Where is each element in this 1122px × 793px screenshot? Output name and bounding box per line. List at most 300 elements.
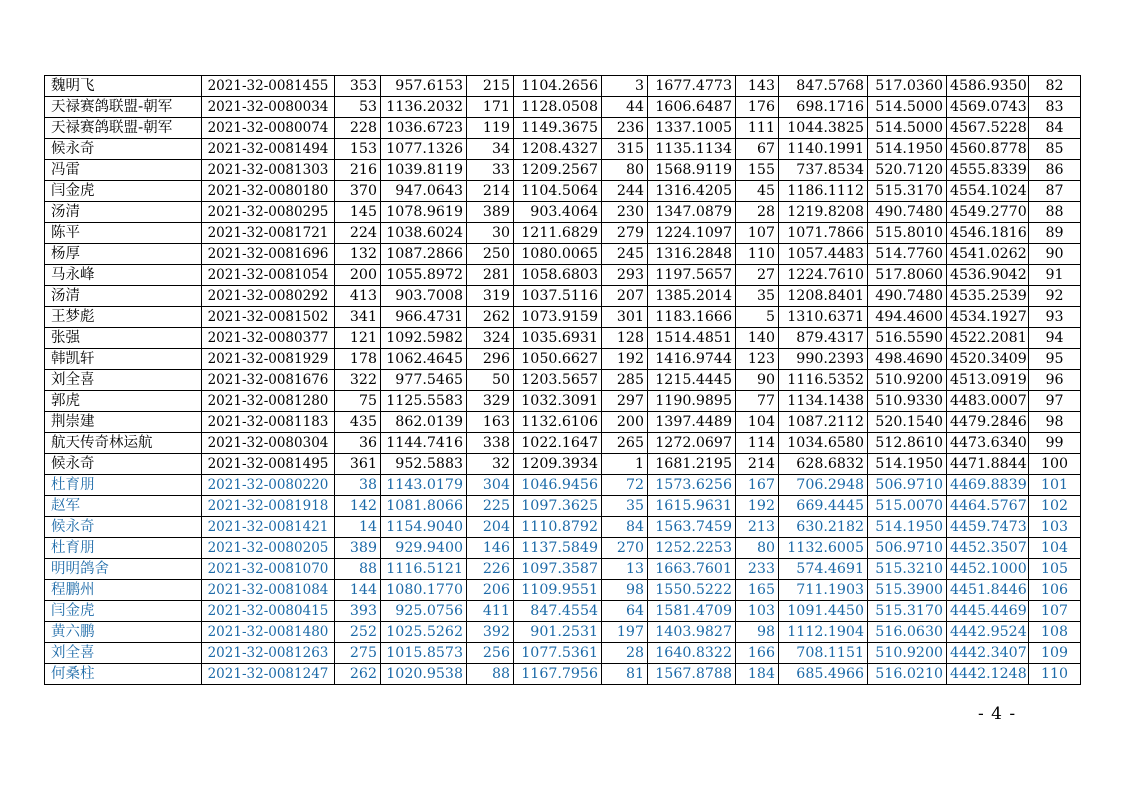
cell-ring-number: 2021-32-0081929 xyxy=(202,349,335,370)
cell-stage3-rank: 200 xyxy=(602,412,648,433)
cell-speed: 514.5000 xyxy=(868,97,947,118)
cell-stage2-score: 1097.3625 xyxy=(514,496,602,517)
cell-ring-number: 2021-32-0081247 xyxy=(202,664,335,685)
cell-name: 杨厚 xyxy=(45,244,202,265)
cell-stage2-rank: 296 xyxy=(467,349,514,370)
cell-ring-number: 2021-32-0080205 xyxy=(202,538,335,559)
cell-stage4-rank: 143 xyxy=(736,76,779,97)
cell-stage1-rank: 178 xyxy=(335,349,381,370)
cell-stage2-rank: 256 xyxy=(467,643,514,664)
cell-stage4-score: 1087.2112 xyxy=(779,412,868,433)
cell-total-score: 4464.5767 xyxy=(947,496,1029,517)
table-row xyxy=(45,244,1081,265)
cell-stage1-rank: 393 xyxy=(335,601,381,622)
cell-name: 候永奇 xyxy=(45,517,202,538)
cell-speed: 520.1540 xyxy=(868,412,947,433)
cell-name: 天禄赛鸽联盟-朝军 xyxy=(45,97,202,118)
cell-stage3-score: 1615.9631 xyxy=(648,496,736,517)
cell-stage1-rank: 275 xyxy=(335,643,381,664)
cell-stage1-score: 1125.5583 xyxy=(381,391,467,412)
cell-stage2-score: 1209.3934 xyxy=(514,454,602,475)
cell-stage3-rank: 80 xyxy=(602,160,648,181)
table-row xyxy=(45,601,1081,622)
cell-final-rank: 93 xyxy=(1029,307,1081,328)
table-row xyxy=(45,370,1081,391)
cell-final-rank: 99 xyxy=(1029,433,1081,454)
table-row xyxy=(45,412,1081,433)
cell-speed: 514.1950 xyxy=(868,454,947,475)
cell-stage3-rank: 297 xyxy=(602,391,648,412)
cell-stage2-rank: 32 xyxy=(467,454,514,475)
cell-final-rank: 92 xyxy=(1029,286,1081,307)
cell-final-rank: 90 xyxy=(1029,244,1081,265)
cell-final-rank: 91 xyxy=(1029,265,1081,286)
cell-stage2-rank: 30 xyxy=(467,223,514,244)
cell-ring-number: 2021-32-0081421 xyxy=(202,517,335,538)
cell-stage1-rank: 145 xyxy=(335,202,381,223)
cell-stage3-rank: 98 xyxy=(602,580,648,601)
cell-stage2-score: 1208.4327 xyxy=(514,139,602,160)
table-row xyxy=(45,202,1081,223)
cell-stage2-rank: 206 xyxy=(467,580,514,601)
cell-final-rank: 105 xyxy=(1029,559,1081,580)
cell-stage3-score: 1581.4709 xyxy=(648,601,736,622)
cell-final-rank: 82 xyxy=(1029,76,1081,97)
cell-stage1-rank: 75 xyxy=(335,391,381,412)
cell-final-rank: 87 xyxy=(1029,181,1081,202)
cell-name: 赵军 xyxy=(45,496,202,517)
cell-stage1-score: 1144.7416 xyxy=(381,433,467,454)
cell-stage2-rank: 50 xyxy=(467,370,514,391)
cell-stage4-rank: 155 xyxy=(736,160,779,181)
cell-stage4-score: 737.8534 xyxy=(779,160,868,181)
cell-name: 候永奇 xyxy=(45,139,202,160)
cell-total-score: 4536.9042 xyxy=(947,265,1029,286)
cell-stage4-rank: 114 xyxy=(736,433,779,454)
cell-ring-number: 2021-32-0081721 xyxy=(202,223,335,244)
cell-stage3-score: 1573.6256 xyxy=(648,475,736,496)
cell-stage3-rank: 192 xyxy=(602,349,648,370)
cell-ring-number: 2021-32-0080034 xyxy=(202,97,335,118)
cell-ring-number: 2021-32-0081084 xyxy=(202,580,335,601)
cell-stage1-score: 1087.2866 xyxy=(381,244,467,265)
cell-stage4-score: 1134.1438 xyxy=(779,391,868,412)
cell-stage2-score: 1037.5116 xyxy=(514,286,602,307)
cell-stage4-rank: 67 xyxy=(736,139,779,160)
cell-stage3-rank: 293 xyxy=(602,265,648,286)
cell-stage3-rank: 1 xyxy=(602,454,648,475)
cell-stage3-rank: 84 xyxy=(602,517,648,538)
table-row xyxy=(45,580,1081,601)
cell-stage4-score: 1044.3825 xyxy=(779,118,868,139)
cell-final-rank: 100 xyxy=(1029,454,1081,475)
cell-stage3-rank: 244 xyxy=(602,181,648,202)
cell-stage1-score: 1039.8119 xyxy=(381,160,467,181)
cell-stage3-rank: 279 xyxy=(602,223,648,244)
cell-name: 韩凯轩 xyxy=(45,349,202,370)
cell-stage2-score: 1211.6829 xyxy=(514,223,602,244)
cell-ring-number: 2021-32-0081455 xyxy=(202,76,335,97)
cell-stage2-rank: 204 xyxy=(467,517,514,538)
table-row xyxy=(45,223,1081,244)
table-row xyxy=(45,475,1081,496)
cell-speed: 506.9710 xyxy=(868,538,947,559)
table-row xyxy=(45,559,1081,580)
cell-stage1-rank: 53 xyxy=(335,97,381,118)
cell-stage1-score: 1038.6024 xyxy=(381,223,467,244)
cell-speed: 490.7480 xyxy=(868,202,947,223)
cell-stage1-score: 1055.8972 xyxy=(381,265,467,286)
cell-ring-number: 2021-32-0081070 xyxy=(202,559,335,580)
cell-name: 闫金虎 xyxy=(45,601,202,622)
cell-speed: 517.8060 xyxy=(868,265,947,286)
cell-ring-number: 2021-32-0081280 xyxy=(202,391,335,412)
cell-stage3-score: 1567.8788 xyxy=(648,664,736,685)
cell-stage4-score: 698.1716 xyxy=(779,97,868,118)
cell-stage1-rank: 200 xyxy=(335,265,381,286)
cell-stage1-score: 1025.5262 xyxy=(381,622,467,643)
cell-name: 张强 xyxy=(45,328,202,349)
cell-total-score: 4569.0743 xyxy=(947,97,1029,118)
table-row xyxy=(45,496,1081,517)
cell-total-score: 4586.9350 xyxy=(947,76,1029,97)
cell-speed: 514.7760 xyxy=(868,244,947,265)
cell-stage3-rank: 44 xyxy=(602,97,648,118)
cell-stage4-rank: 107 xyxy=(736,223,779,244)
cell-name: 马永峰 xyxy=(45,265,202,286)
cell-stage2-score: 1149.3675 xyxy=(514,118,602,139)
cell-stage2-score: 903.4064 xyxy=(514,202,602,223)
cell-stage3-score: 1397.4489 xyxy=(648,412,736,433)
cell-speed: 515.3210 xyxy=(868,559,947,580)
cell-final-rank: 103 xyxy=(1029,517,1081,538)
cell-stage4-rank: 123 xyxy=(736,349,779,370)
cell-final-rank: 86 xyxy=(1029,160,1081,181)
cell-stage3-score: 1135.1134 xyxy=(648,139,736,160)
cell-stage3-rank: 236 xyxy=(602,118,648,139)
cell-speed: 514.1950 xyxy=(868,139,947,160)
cell-stage4-rank: 104 xyxy=(736,412,779,433)
cell-stage3-score: 1403.9827 xyxy=(648,622,736,643)
cell-final-rank: 107 xyxy=(1029,601,1081,622)
cell-ring-number: 2021-32-0081676 xyxy=(202,370,335,391)
cell-ring-number: 2021-32-0081303 xyxy=(202,160,335,181)
cell-stage2-score: 1209.2567 xyxy=(514,160,602,181)
cell-stage2-rank: 225 xyxy=(467,496,514,517)
cell-total-score: 4541.0262 xyxy=(947,244,1029,265)
cell-total-score: 4452.1000 xyxy=(947,559,1029,580)
cell-stage4-score: 1057.4483 xyxy=(779,244,868,265)
cell-stage1-score: 1015.8573 xyxy=(381,643,467,664)
cell-stage2-rank: 214 xyxy=(467,181,514,202)
cell-stage2-score: 1203.5657 xyxy=(514,370,602,391)
cell-stage3-rank: 81 xyxy=(602,664,648,685)
cell-stage4-score: 1091.4450 xyxy=(779,601,868,622)
cell-stage1-score: 1116.5121 xyxy=(381,559,467,580)
cell-total-score: 4555.8339 xyxy=(947,160,1029,181)
cell-stage3-score: 1190.9895 xyxy=(648,391,736,412)
cell-stage2-score: 1110.8792 xyxy=(514,517,602,538)
cell-final-rank: 98 xyxy=(1029,412,1081,433)
cell-stage1-rank: 413 xyxy=(335,286,381,307)
cell-stage1-rank: 361 xyxy=(335,454,381,475)
cell-stage2-rank: 304 xyxy=(467,475,514,496)
cell-total-score: 4513.0919 xyxy=(947,370,1029,391)
cell-speed: 516.5590 xyxy=(868,328,947,349)
cell-stage1-rank: 132 xyxy=(335,244,381,265)
cell-speed: 512.8610 xyxy=(868,433,947,454)
cell-stage4-score: 1140.1991 xyxy=(779,139,868,160)
cell-speed: 514.1950 xyxy=(868,517,947,538)
cell-ring-number: 2021-32-0080415 xyxy=(202,601,335,622)
cell-stage3-score: 1183.1666 xyxy=(648,307,736,328)
cell-stage1-score: 1154.9040 xyxy=(381,517,467,538)
cell-stage1-rank: 153 xyxy=(335,139,381,160)
cell-name: 何桑柱 xyxy=(45,664,202,685)
cell-stage3-rank: 3 xyxy=(602,76,648,97)
table-row xyxy=(45,517,1081,538)
cell-speed: 517.0360 xyxy=(868,76,947,97)
cell-total-score: 4442.1248 xyxy=(947,664,1029,685)
cell-stage1-rank: 341 xyxy=(335,307,381,328)
cell-stage2-score: 1080.0065 xyxy=(514,244,602,265)
table-row xyxy=(45,328,1081,349)
cell-ring-number: 2021-32-0081263 xyxy=(202,643,335,664)
cell-total-score: 4520.3409 xyxy=(947,349,1029,370)
cell-stage2-score: 1050.6627 xyxy=(514,349,602,370)
cell-stage4-score: 1132.6005 xyxy=(779,538,868,559)
cell-stage3-rank: 265 xyxy=(602,433,648,454)
cell-total-score: 4483.0007 xyxy=(947,391,1029,412)
cell-stage4-rank: 111 xyxy=(736,118,779,139)
cell-speed: 510.9200 xyxy=(868,370,947,391)
cell-stage4-score: 1034.6580 xyxy=(779,433,868,454)
cell-stage4-rank: 98 xyxy=(736,622,779,643)
cell-stage2-score: 1073.9159 xyxy=(514,307,602,328)
cell-stage4-score: 1224.7610 xyxy=(779,265,868,286)
cell-final-rank: 89 xyxy=(1029,223,1081,244)
cell-total-score: 4554.1024 xyxy=(947,181,1029,202)
cell-ring-number: 2021-32-0081502 xyxy=(202,307,335,328)
cell-stage1-rank: 389 xyxy=(335,538,381,559)
cell-stage1-score: 1036.6723 xyxy=(381,118,467,139)
cell-ring-number: 2021-32-0081495 xyxy=(202,454,335,475)
cell-total-score: 4535.2539 xyxy=(947,286,1029,307)
cell-name: 刘全喜 xyxy=(45,370,202,391)
cell-stage4-score: 708.1151 xyxy=(779,643,868,664)
cell-stage2-score: 1035.6931 xyxy=(514,328,602,349)
cell-stage4-rank: 192 xyxy=(736,496,779,517)
cell-stage1-rank: 262 xyxy=(335,664,381,685)
cell-stage1-rank: 142 xyxy=(335,496,381,517)
cell-stage1-score: 1081.8066 xyxy=(381,496,467,517)
table-row xyxy=(45,307,1081,328)
cell-final-rank: 106 xyxy=(1029,580,1081,601)
cell-stage1-rank: 121 xyxy=(335,328,381,349)
table-row xyxy=(45,349,1081,370)
cell-stage1-score: 947.0643 xyxy=(381,181,467,202)
table-row xyxy=(45,538,1081,559)
cell-ring-number: 2021-32-0080295 xyxy=(202,202,335,223)
cell-stage1-score: 903.7008 xyxy=(381,286,467,307)
cell-stage3-rank: 64 xyxy=(602,601,648,622)
cell-stage4-score: 630.2182 xyxy=(779,517,868,538)
cell-total-score: 4546.1816 xyxy=(947,223,1029,244)
cell-stage1-score: 1020.9538 xyxy=(381,664,467,685)
results-table-body xyxy=(45,76,1081,685)
cell-stage2-rank: 163 xyxy=(467,412,514,433)
cell-stage2-score: 1137.5849 xyxy=(514,538,602,559)
cell-stage1-rank: 216 xyxy=(335,160,381,181)
cell-name: 魏明飞 xyxy=(45,76,202,97)
cell-total-score: 4522.2081 xyxy=(947,328,1029,349)
cell-stage1-rank: 228 xyxy=(335,118,381,139)
cell-final-rank: 97 xyxy=(1029,391,1081,412)
cell-stage4-score: 1208.8401 xyxy=(779,286,868,307)
cell-stage2-rank: 319 xyxy=(467,286,514,307)
cell-stage2-score: 1109.9551 xyxy=(514,580,602,601)
cell-name: 候永奇 xyxy=(45,454,202,475)
cell-stage1-rank: 38 xyxy=(335,475,381,496)
cell-total-score: 4549.2770 xyxy=(947,202,1029,223)
cell-stage3-score: 1663.7601 xyxy=(648,559,736,580)
cell-final-rank: 84 xyxy=(1029,118,1081,139)
cell-name: 王梦彪 xyxy=(45,307,202,328)
cell-final-rank: 108 xyxy=(1029,622,1081,643)
cell-stage1-rank: 224 xyxy=(335,223,381,244)
cell-stage4-score: 628.6832 xyxy=(779,454,868,475)
cell-ring-number: 2021-32-0081480 xyxy=(202,622,335,643)
cell-final-rank: 94 xyxy=(1029,328,1081,349)
cell-stage4-score: 711.1903 xyxy=(779,580,868,601)
table-row xyxy=(45,622,1081,643)
cell-stage2-rank: 119 xyxy=(467,118,514,139)
cell-stage2-score: 1032.3091 xyxy=(514,391,602,412)
cell-stage3-score: 1252.2253 xyxy=(648,538,736,559)
cell-stage2-rank: 33 xyxy=(467,160,514,181)
cell-stage3-rank: 128 xyxy=(602,328,648,349)
cell-name: 闫金虎 xyxy=(45,181,202,202)
cell-total-score: 4473.6340 xyxy=(947,433,1029,454)
cell-ring-number: 2021-32-0080074 xyxy=(202,118,335,139)
cell-final-rank: 88 xyxy=(1029,202,1081,223)
cell-final-rank: 83 xyxy=(1029,97,1081,118)
cell-stage3-score: 1563.7459 xyxy=(648,517,736,538)
cell-name: 冯雷 xyxy=(45,160,202,181)
table-row xyxy=(45,433,1081,454)
cell-final-rank: 95 xyxy=(1029,349,1081,370)
cell-ring-number: 2021-32-0080220 xyxy=(202,475,335,496)
cell-stage1-rank: 88 xyxy=(335,559,381,580)
cell-stage4-score: 685.4966 xyxy=(779,664,868,685)
cell-stage3-rank: 285 xyxy=(602,370,648,391)
cell-stage2-rank: 338 xyxy=(467,433,514,454)
cell-stage2-score: 1077.5361 xyxy=(514,643,602,664)
cell-stage3-rank: 72 xyxy=(602,475,648,496)
cell-stage3-rank: 28 xyxy=(602,643,648,664)
cell-stage4-rank: 166 xyxy=(736,643,779,664)
cell-final-rank: 109 xyxy=(1029,643,1081,664)
cell-ring-number: 2021-32-0081494 xyxy=(202,139,335,160)
cell-stage3-rank: 35 xyxy=(602,496,648,517)
table-row xyxy=(45,643,1081,664)
cell-stage3-rank: 270 xyxy=(602,538,648,559)
cell-stage1-score: 929.9400 xyxy=(381,538,467,559)
cell-stage1-rank: 353 xyxy=(335,76,381,97)
cell-name: 天禄赛鸽联盟-朝军 xyxy=(45,118,202,139)
cell-speed: 515.3170 xyxy=(868,601,947,622)
cell-stage1-score: 1136.2032 xyxy=(381,97,467,118)
cell-stage1-score: 1062.4645 xyxy=(381,349,467,370)
cell-stage2-score: 1104.5064 xyxy=(514,181,602,202)
cell-speed: 516.0210 xyxy=(868,664,947,685)
cell-stage3-score: 1347.0879 xyxy=(648,202,736,223)
cell-final-rank: 85 xyxy=(1029,139,1081,160)
cell-stage4-rank: 233 xyxy=(736,559,779,580)
cell-speed: 494.4600 xyxy=(868,307,947,328)
cell-total-score: 4451.8446 xyxy=(947,580,1029,601)
cell-stage3-score: 1681.2195 xyxy=(648,454,736,475)
cell-stage3-score: 1316.4205 xyxy=(648,181,736,202)
cell-stage1-score: 957.6153 xyxy=(381,76,467,97)
cell-stage4-score: 1186.1112 xyxy=(779,181,868,202)
cell-total-score: 4567.5228 xyxy=(947,118,1029,139)
cell-speed: 515.3170 xyxy=(868,181,947,202)
cell-name: 汤清 xyxy=(45,202,202,223)
cell-stage1-score: 862.0139 xyxy=(381,412,467,433)
cell-ring-number: 2021-32-0080292 xyxy=(202,286,335,307)
cell-stage4-score: 1219.8208 xyxy=(779,202,868,223)
cell-total-score: 4459.7473 xyxy=(947,517,1029,538)
cell-stage3-score: 1215.4445 xyxy=(648,370,736,391)
results-table xyxy=(44,75,1081,685)
cell-speed: 498.4690 xyxy=(868,349,947,370)
cell-total-score: 4469.8839 xyxy=(947,475,1029,496)
cell-stage1-rank: 370 xyxy=(335,181,381,202)
cell-speed: 515.0070 xyxy=(868,496,947,517)
cell-stage2-score: 1167.7956 xyxy=(514,664,602,685)
cell-stage3-score: 1385.2014 xyxy=(648,286,736,307)
table-row xyxy=(45,664,1081,685)
cell-stage4-score: 706.2948 xyxy=(779,475,868,496)
cell-stage4-score: 990.2393 xyxy=(779,349,868,370)
cell-stage2-rank: 146 xyxy=(467,538,514,559)
cell-speed: 490.7480 xyxy=(868,286,947,307)
cell-stage3-rank: 245 xyxy=(602,244,648,265)
table-row xyxy=(45,160,1081,181)
cell-stage1-rank: 322 xyxy=(335,370,381,391)
cell-stage2-rank: 389 xyxy=(467,202,514,223)
cell-stage3-rank: 301 xyxy=(602,307,648,328)
page-number: - 4 - xyxy=(978,704,1017,724)
cell-stage2-rank: 215 xyxy=(467,76,514,97)
cell-stage3-score: 1568.9119 xyxy=(648,160,736,181)
cell-stage2-rank: 171 xyxy=(467,97,514,118)
cell-name: 航天传奇林运航 xyxy=(45,433,202,454)
cell-stage3-score: 1316.2848 xyxy=(648,244,736,265)
cell-speed: 510.9200 xyxy=(868,643,947,664)
cell-name: 刘全喜 xyxy=(45,643,202,664)
cell-stage1-rank: 252 xyxy=(335,622,381,643)
cell-stage1-score: 966.4731 xyxy=(381,307,467,328)
cell-total-score: 4534.1927 xyxy=(947,307,1029,328)
cell-stage2-score: 1022.1647 xyxy=(514,433,602,454)
cell-stage3-score: 1677.4773 xyxy=(648,76,736,97)
cell-stage2-rank: 250 xyxy=(467,244,514,265)
cell-stage4-rank: 184 xyxy=(736,664,779,685)
cell-stage3-score: 1337.1005 xyxy=(648,118,736,139)
cell-stage3-score: 1606.6487 xyxy=(648,97,736,118)
